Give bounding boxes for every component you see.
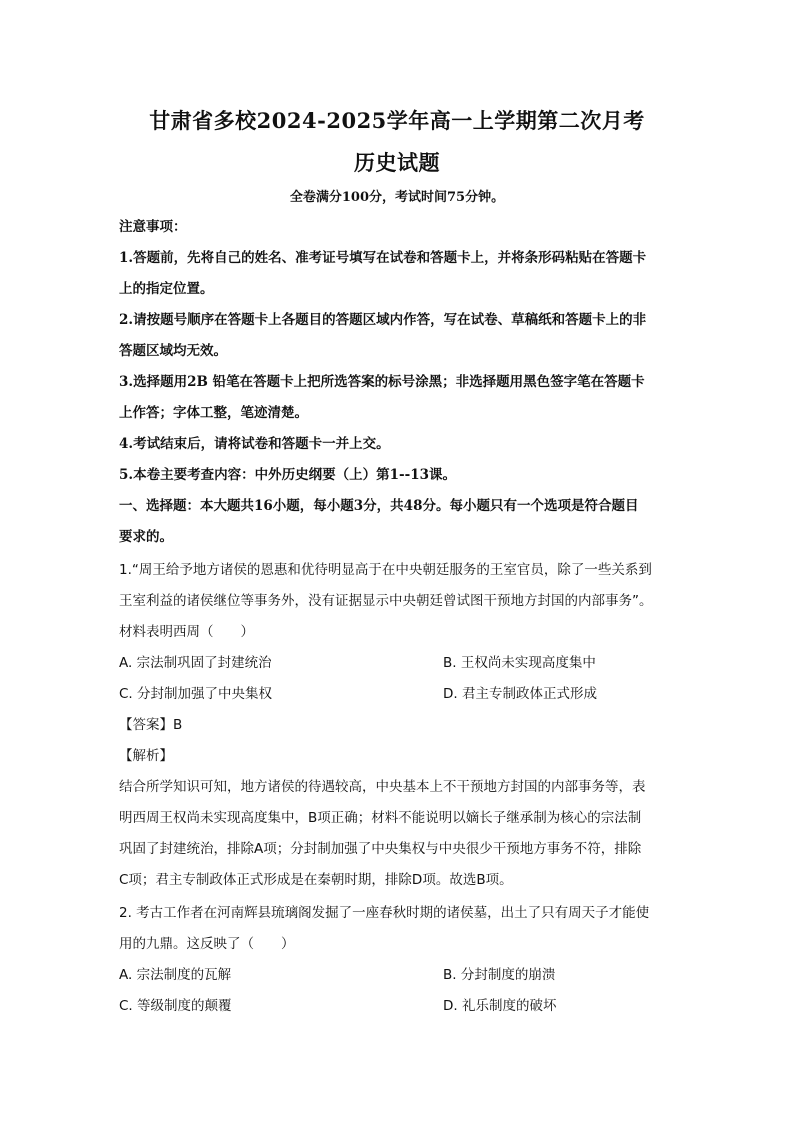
section-heading: 一、选择题：本大题共16小题，每小题3分，共48分。每小题只有一个选项是符合题目 [119, 498, 639, 514]
note-line: 5.本卷主要考查内容：中外历史纲要（上）第1--13课。 [119, 467, 456, 483]
note-line: 2.请按题号顺序在答题卡上各题目的答题区域内作答，写在试卷、草稿纸和答题卡上的非 [119, 312, 647, 328]
exam-info: 全卷满分100分，考试时间75分钟。 [289, 190, 505, 205]
note-line: 上作答；字体工整，笔迹清楚。 [119, 405, 308, 421]
q1-option-d: D. 君主专制政体正式形成 [443, 686, 597, 702]
question-stem: 2. 考古工作者在河南辉县琉璃阁发掘了一座春秋时期的诸侯墓，出土了只有周天子才能使 [119, 905, 650, 921]
note-line: 1.答题前，先将自己的姓名、准考证号填写在试卷和答题卡上，并将条形码粘贴在答题卡 [119, 250, 647, 266]
q1-analysis-line: 结合所学知识可知，地方诸侯的待遇较高，中央基本上不干预地方封国的内部事务等，表 [119, 779, 646, 795]
question-stem: 用的九鼎。这反映了（ ） [119, 936, 295, 952]
q2-option-c: C. 等级制度的颠覆 [119, 998, 232, 1014]
q1-analysis-line: 巩固了封建统治，排除A项；分封制加强了中央集权与中央很少干预地方事务不符，排除 [119, 841, 642, 857]
question-stem: 材料表明西周（ ） [119, 624, 254, 640]
q2-option-b: B. 分封制度的崩溃 [443, 967, 556, 983]
q1-analysis-line: C项；君主专制政体正式形成是在秦朝时期，排除D项。故选B项。 [119, 872, 513, 888]
q1-analysis-heading: 【解析】 [119, 748, 173, 764]
note-line: 3.选择题用2B 铅笔在答题卡上把所选答案的标号涂黑；非选择题用黑色签字笔在答题卡 [119, 374, 645, 390]
note-line: 4.考试结束后，请将试卷和答题卡一并上交。 [119, 436, 390, 452]
q1-option-a: A. 宗法制巩固了封建统治 [119, 655, 272, 671]
q2-option-d: D. 礼乐制度的破坏 [443, 998, 557, 1014]
q2-option-a: A. 宗法制度的瓦解 [119, 967, 232, 983]
section-heading-cont: 要求的。 [119, 529, 173, 545]
q1-analysis-line: 明西周王权尚未实现高度集中，B项正确；材料不能说明以嫡长子继承制为核心的宗法制 [119, 810, 642, 826]
q1-answer: 【答案】B [119, 717, 183, 733]
question-stem: 1.“周王给予地方诸侯的恩惠和优待明显高于在中央朝廷服务的王室官员，除了一些关系到 [119, 562, 652, 578]
q1-option-c: C. 分封制加强了中央集权 [119, 686, 273, 702]
note-line: 答题区域均无效。 [119, 343, 227, 359]
note-line: 上的指定位置。 [119, 281, 214, 297]
notes-heading: 注意事项： [119, 219, 187, 235]
exam-title: 甘肃省多校2024-2025学年高一上学期第二次月考 [149, 108, 645, 133]
q1-option-b: B. 王权尚未实现高度集中 [443, 655, 596, 671]
question-stem: 王室利益的诸侯继位等事务外，没有证据显示中央朝廷曾试图干预地方封国的内部事务”。 [119, 593, 653, 609]
subject-title: 历史试题 [354, 150, 440, 175]
